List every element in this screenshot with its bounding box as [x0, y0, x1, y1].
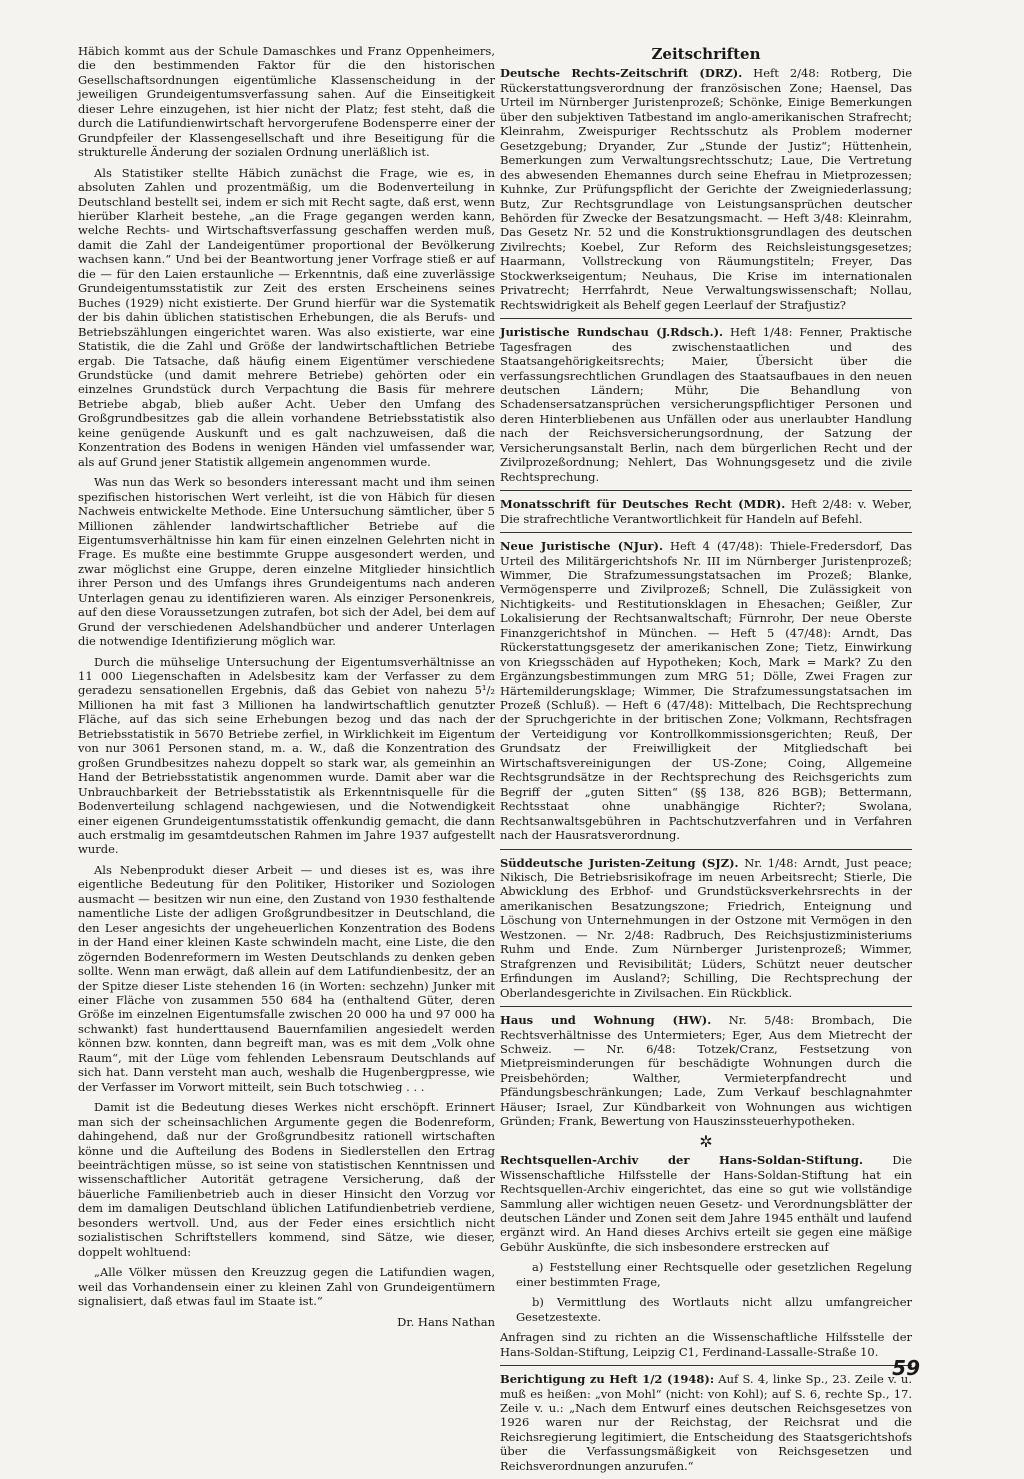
journal-text: Heft 1/48: Fenner, Praktische Tagesfragen des zwischenstaatlichen und des Staatsangehörigkeitsrechts; Maier, Übersicht über die verfassungsrechtlichen Grundlagen des Staatsaufbaues in den neuen deutschen Ländern; Mühr, Die Behandlung von Schadensersatzansprüchen versicherungspflichtiger Personen und deren Hinterbliebenen aus Unfällen oder aus unerlaubter Handlung nach der Reichsversicherungsordnung, der Satzung der Versicherungsanstalt Berlin, nach dem bürgerlichen Recht und der Zivilprozeßordnung; Nehlert, Das Wohnungsgesetz und die zivile Rechtsprechung.: [500, 325, 912, 484]
journal-title: Neue Juristische (NJur).: [500, 539, 663, 554]
right-column: [500, 44, 912, 1479]
asterism-icon: ✲: [699, 1131, 713, 1151]
divider: [500, 318, 912, 319]
journal-entry: [500, 497, 912, 526]
journal-text: Nr. 5/48: Brombach, Die Rechtsverhältnisse des Untermieters; Eger, Aus dem Mietrecht der Schweiz. — Nr. 6/48: Totzek/Cranz, Festsetzung von Mietpreisminderungen für beschädigte Wohnungen durch die Preisbehörden; Walther, Vermieterpfandrecht und Pfändungsbeschränkungen; Lade, Zum Verkauf beschlagnahmter Häuser; Israel, Zur Kündbarkeit von Wohnungen aus wichtigen Gründen; Frank, Bewertung von Hauszinssteuerhypotheken.: [500, 1013, 912, 1129]
list-item: a) Feststellung einer Rechtsquelle oder gesetzlichen Regelung einer bestimmten Frage,: [516, 1260, 912, 1289]
journal-title: Süddeutsche Juristen-Zeitung (SJZ).: [500, 855, 739, 870]
correction-notice: [500, 1372, 912, 1473]
divider: [500, 532, 912, 533]
journal-title: Deutsche Rechts-Zeitschrift (DRZ).: [500, 66, 743, 81]
journal-text: Heft 2/48: Rotberg, Die Rückerstattungsverordnung der französischen Zone; Haensel, Das Urteil im Nürnberger Juristenprozeß; Schönke, Einige Bemerkungen über den subjektiven Tatbestand im anglo-amerikanischen Strafrecht; Kleinrahm, Zweispuriger Rechtsschutz als Problem moderner Gesetzgebung; Dryander, Zur „Stunde der Justiz“; Hüttenhein, Bemerkungen zum Verwaltungsrechtsschutz; Laue, Die Vertretung des abwesenden Ehemannes durch seine Ehefrau in Mietprozessen; Kuhnke, Zur Prüfungspflicht der Gerichte der Zweigniederlassung; Butz, Zur Rechtsgrundlage von Leistungsansprüchen deutscher Behörden für Zwecke der Besatzungsmacht. — Heft 3/48: Kleinrahm, Das Gesetz Nr. 52 und die Konstruktionsgrundlagen des deutschen Zivilrechts; Koebel, Zur Reform des Reichsleistungsgesetzes; Haarmann, Vollstreckung von Räumungstiteln; Freyer, Das Stockwerkseigentum; Neuhaus, Die Krise im internationalen Privatrecht; Herrfahrdt, Neue Verwaltungswissenschaft; Nollau, Rechtswidrigkeit als Behelf gegen Leerlauf der Strafjustiz?: [500, 66, 913, 312]
archive-title: Rechtsquellen-Archiv der Hans-Soldan-Stiftung.: [500, 1153, 863, 1168]
left-column: [78, 44, 495, 1335]
archive-text: Die Wissenschaftliche Hilfsstelle der Hans-Soldan-Stiftung hat ein Rechtsquellen-Archiv eingerichtet, das eine so gut wie vollständige Sammlung aller wichtigen neuen Gesetz- und Verordnungsblätter der deutschen Länder und Zonen seit dem Jahre 1945 enthält und laufend ergänzt wird. An Hand dieses Archivs erteilt sie gegen eine mäßige Gebühr Auskünfte, die sich insbesondere erstrecken auf: [500, 1153, 912, 1254]
correction-title: Berichtigung zu Heft 1/2 (1948):: [500, 1372, 715, 1387]
page-number: 59: [892, 1356, 920, 1380]
author-signature: Dr. Hans Nathan: [397, 1314, 495, 1329]
divider: [500, 1006, 912, 1007]
quote: „Alle Völker müssen den Kreuzzug gegen die Latifundien wagen, weil das Vorhandensein einer zu kleinen Zahl von Grundeigentümern signalisiert, daß etwas faul im Staate ist.“: [78, 1265, 495, 1309]
archive-notice: [500, 1153, 912, 1254]
journal-title: Juristische Rundschau (J.Rdsch.).: [500, 325, 724, 340]
list-item: b) Vermittlung des Wortlauts nicht allzu umfangreicher Gesetzestexte.: [516, 1295, 912, 1324]
divider: [500, 849, 912, 850]
paragraph: Häbich kommt aus der Schule Damaschkes und Franz Oppenheimers, die den bestimmenden Faktor für die den historischen Gesellschaftsordnungen eigentümliche Klassenscheidung in der jeweiligen Grundeigentumsverfassung sahen. Auf die Einseitigkeit dieser Lehre einzugehen, ist hier nicht der Platz; fest steht, daß die durch die Latifundienwirtschaft hervorgerufene Bodensperre einer der Grundpfeiler der Klassengesellschaft und ihre Beseitigung für die strukturelle Änderung der sozialen Ordnung unerläßlich ist.: [78, 44, 495, 160]
paragraph: Was nun das Werk so besonders interessant macht und ihm seinen spezifischen historischen Wert verleiht, ist die von Häbich für diesen Nachweis entwickelte Methode. Eine Untersuchung sämtlicher, über 5 Millionen zählender landwirtschaftlicher Betriebe auf die Eigentumsverhältnisse hin kam für einen einzelnen Gelehrten nicht in Frage. Es mußte eine bestimmte Gruppe ausgesondert werden, und zwar möglichst eine Gruppe, deren einzelne Mitglieder hinsichtlich ihrer Person und des Umfangs ihres Grundeigentums nach anderen Unterlagen genau zu identifizieren waren. Als einziger Personenkreis, auf den diese Voraussetzungen zutrafen, bot sich der Adel, bei dem auf Grund der verschiedenen Adelshandbücher und anderer Unterlagen die notwendige Identifizierung möglich war.: [78, 475, 495, 649]
paragraph: Als Nebenprodukt dieser Arbeit — und dieses ist es, was ihre eigentliche Bedeutung für den Politiker, Historiker und Soziologen ausmacht — besitzen wir nun eine, den Zustand von 1930 festhaltende namentliche Liste der adligen Großgrundbesitzer in Deutschland, die den Leser angesichts der ungeheuerlichen Konzentration des Bodens in der Hand einer kleinen Kaste schwindeln macht, eine Liste, die den zögernden Bodenreformern im Westen Deutschlands zu denken geben sollte. Wenn man erwägt, daß allein auf dem Latifundienbesitz, der an der Spitze dieser Liste stehenden 16 (in Worten: sechzehn) Junker mit einer Fläche von zusammen 550 684 ha (enthaltend Güter, deren Größe im einzelnen Eigentumsfalle zwischen 20 000 ha und 97 000 ha schwankt) fast hunderttausend Bauernfamilien angesiedelt werden können bzw. konnten, dann begreift man, was es mit dem „Volk ohne Raum“, mit der Lüge vom fehlenden Lebensraum Deutschlands auf sich hat. Dann versteht man auch, weshalb die Hugenbergpresse, wie der Verfasser im Vorwort mitteilt, sein Buch totschwieg . . .: [78, 862, 495, 1094]
archive-footer: Anfragen sind zu richten an die Wissenschaftliche Hilfsstelle der Hans-Soldan-Stiftung, Leipzig C1, Ferdinand-Lassalle-Straße 10.: [500, 1330, 912, 1359]
paragraph: Als Statistiker stellte Häbich zunächst die Frage, wie es, in absoluten Zahlen und prozentmäßig, um die Bodenverteilung in Deutschland bestellt sei, indem er sich mit Recht sagte, daß erst, wenn hierüber Klarheit bestehe, „an die Frage gegangen werden kann, welche Rechts- und Wirtschaftsverfassung geschaffen werden muß, damit die Zahl der Landeigentümer proportional der Bevölkerung wachsen kann.“ Und bei der Beantwortung jener Vorfrage stieß er auf die — für den Laien erstaunliche — Erkenntnis, daß eine zuverlässige Grundeigentumsstatistik zur Zeit des ersten Erscheinens seines Buches (1929) nicht existierte. Der Grund hierfür war die Systematik der bis dahin üblichen statistischen Erhebungen, die als Berufs- und Betriebszählungen eingerichtet waren. Was also existierte, war eine Statistik, die die Zahl und Größe der landwirtschaftlichen Betriebe ergab. Die Tatsache, daß häufig einem Eigentümer verschiedene Grundstücke (und damit mehrere Betriebe) gehörten oder ein einzelnes Grundstück durch Verpachtung die Basis für mehrere Betriebe abgab, blieb außer Acht. Ueber den Umfang des Großgrundbesitzes gab die allein vorhandene Betriebsstatistik also keine genügende Auskunft und es galt nachzuweisen, daß die Konzentration des Bodens in wenigen Händen viel umfassender war, als auf Grund jener Statistik allgemein angenommen wurde.: [78, 165, 495, 469]
journal-entry: [500, 856, 912, 1001]
journal-text: Nr. 1/48: Arndt, Just peace; Nikisch, Die Betriebsrisikofrage im neuen Arbeitsrecht; Stierle, Die Abwicklung des Erbhof- und Grundstücksverkehrsrechts in der amerikanischen Besatzungszone; Friedrich, Enteignung und Löschung von Unternehmungen in der Ostzone mit Vermögen in den Westzonen. — Nr. 2/48: Radbruch, Des Reichsjustizministeriums Ruhm und Ende. Zum Nürnberger Juristenprozeß; Wimmer, Strafgrenzen und Revisibilität; Lüders, Schützt neuer deutscher Erfindungen im Ausland?; Schilling, Die Rechtsprechung der Oberlandesgerichte in Zivilsachen. Ein Rückblick.: [500, 855, 912, 1000]
journal-entry: [500, 1013, 912, 1129]
paragraph: Durch die mühselige Untersuchung der Eigentumsverhältnisse an 11 000 Liegenschaften in Adelsbesitz kam der Verfasser zu dem geradezu sensationellen Ergebnis, daß das Gebiet von nahezu 5¹/₂ Millionen ha mit fast 3 Millionen ha landwirtschaftlich genutzter Fläche, auf das sich seine Erhebungen bezog und das nach der Betriebsstatistik in 5670 Betriebe zerfiel, in Wirklichkeit im Eigentum von nur 3061 Personen stand, m. a. W., daß die Konzentration des großen Grundbesitzes nahezu doppelt so stark war, als gemeinhin an Hand der Betriebsstatistik angenommen wurde. Damit aber war die Unbrauchbarkeit der Betriebsstatistik als Erkenntnisquelle für die Bodenverteilung schlagend nachgewiesen, und die Notwendigkeit einer eigenen Grundeigentumsstatistik offenkundig gemacht, die dann auch erstmalig im gesamtdeutschen Rahmen im Jahre 1937 aufgestellt wurde.: [78, 654, 495, 857]
journal-title: Monatsschrift für Deutsches Recht (MDR).: [500, 497, 786, 512]
divider: [500, 490, 912, 491]
journal-title: Haus und Wohnung (HW).: [500, 1013, 712, 1028]
journal-entry: [500, 325, 912, 484]
paragraph: Damit ist die Bedeutung dieses Werkes nicht erschöpft. Erinnert man sich der scheinsachlichen Argumente gegen die Bodenreform, dahingehend, daß nur der Großgrundbesitz rationell wirtschaften könne und die Aufteilung des Bodens in Siedlerstellen den Ertrag beeinträchtigen müsse, so ist seine von statistischen Kenntnissen und wissenschaftlicher Autorität getragene Versicherung, daß der bäuerliche Familienbetrieb auch in dieser Hinsicht den Vorzug vor dem im damaligen Deutschland üblichen Latifundienbetrieb verdiene, besonders wertvoll. Und, aus der Feder eines ersichtlich nicht sozialistischen Schriftstellers kommend, sind Sätze, wie dieser, doppelt wohltuend:: [78, 1100, 495, 1259]
journal-entry: [500, 66, 912, 312]
journal-text: Heft 2/48: v. Weber, Die strafrechtliche Verantwortlichkeit für Handeln auf Befehl.: [500, 497, 912, 526]
correction-text: Auf S. 4, linke Sp., 23. Zeile v. u. muß es heißen: „von Mohl“ (nicht: von Kohl); auf S. 6, rechte Sp., 17. Zeile v. u.: „Nach dem Entwurf eines deutschen Reichsgesetzes von 1926 waren nur der Reichstag, der Reichsrat und die Reichsregierung legitimiert, die Entscheidung des Staatsgerichtshofs über die Verfassungsmäßigkeit von Reichsgesetzen und Reichsverordnungen anzurufen.“: [500, 1372, 912, 1473]
journal-entry: [500, 539, 912, 843]
journal-text: Heft 4 (47/48): Thiele-Fredersdorf, Das Urteil des Militärgerichtshofs Nr. III im Nürnberger Juristenprozeß; Wimmer, Die Strafzumessungstatsachen im Prozeß; Blanke, Vermögensperre und Zivilprozeß; Schnell, Die Zulässigkeit von Nichtigkeits- und Restitutionsklagen in Ehesachen; Geißler, Zur Lokalisierung der Rechtsanwaltschaft; Fürnrohr, Der neue Oberste Finanzgerichtshof in München. — Heft 5 (47/48): Arndt, Das Rückerstattungsgesetz der amerikanischen Zone; Tietz, Einwirkung von Kriegsschäden auf Hypotheken; Koch, Mark = Mark? Zu den Ergänzungsbestimmungen zum MRG 51; Dölle, Zwei Fragen zur Härtemilderungsklage; Wimmer, Die Strafzumessungstatsachen im Prozeß (Schluß). — Heft 6 (47/48): Mittelbach, Die Rechtsprechung der Spruchgerichte in der britischen Zone; Volkmann, Rechtsfragen der Verteidigung vor Kontrollkommissionsgerichten; Reuß, Der Grundsatz der Freiwilligkeit der Mitgliedschaft bei Wirtschaftsvereinigungen der US-Zone; Coing, Allgemeine Rechtsgrundsätze in der Rechtsprechung des Reichsgerichts zum Begriff der „guten Sitten“ (§§ 138, 826 BGB); Bettermann, Rechtsstaat ohne unabhängige Richter?; Swolana, Rechtsanwaltsgebühren in Pachtschutzverfahren und in Verfahren nach der Hausratsverordnung.: [500, 539, 912, 843]
divider: [500, 1365, 912, 1366]
section-heading: Zeitschriften: [651, 45, 761, 63]
